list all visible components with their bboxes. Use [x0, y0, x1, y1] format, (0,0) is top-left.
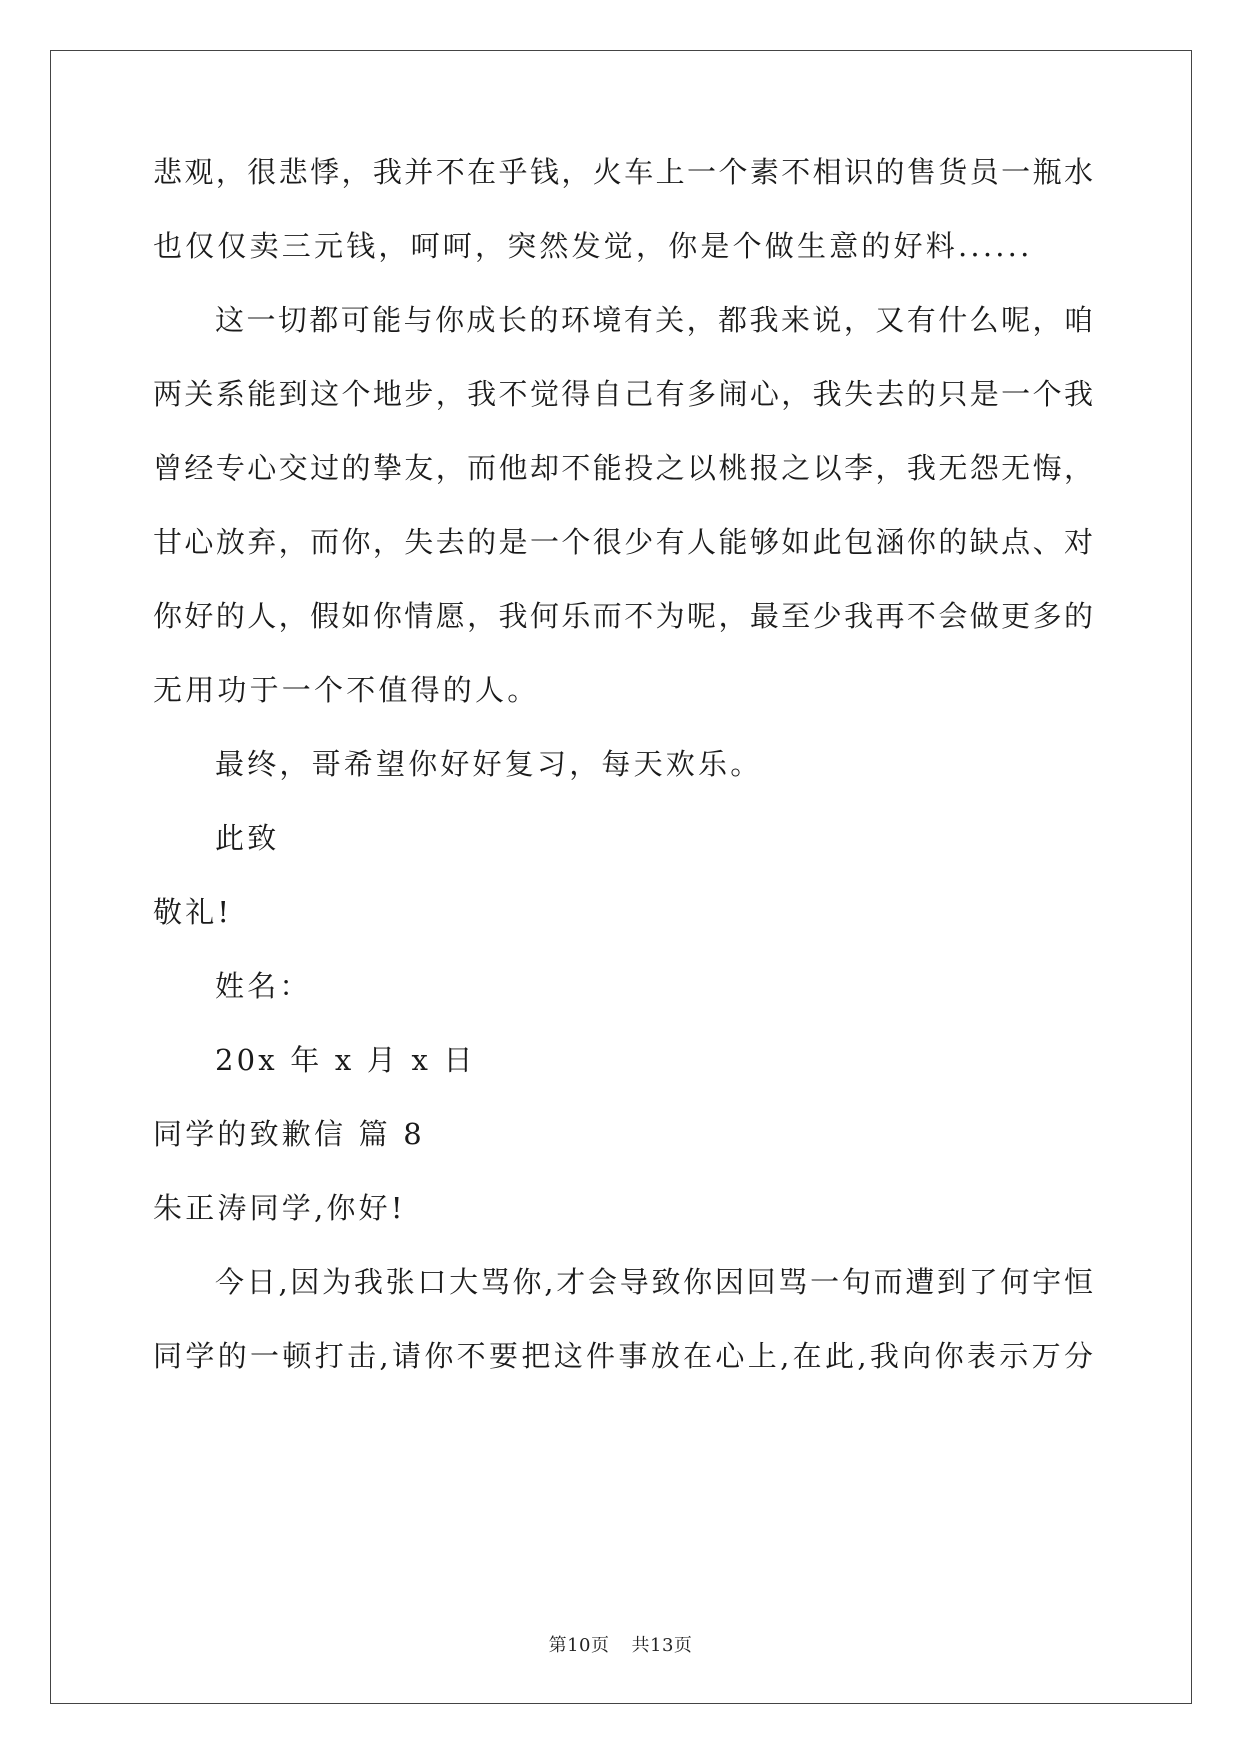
- paragraph-line: 两关系能到这个地步，我不觉得自己有多闹心，我失去的只是一个我: [153, 377, 1093, 411]
- paragraph-line: 曾经专心交过的挚友，而他却不能投之以桃报之以李，我无怨无悔，: [153, 451, 1093, 485]
- page-border: [50, 50, 1192, 1704]
- signature-name: 姓名：: [215, 969, 312, 1003]
- paragraph-line: 你好的人，假如你情愿，我何乐而不为呢，最至少我再不会做更多的: [153, 599, 1093, 633]
- salutation-jingli: 敬礼!: [153, 895, 233, 929]
- page-number-current: 第10页: [548, 1635, 610, 1656]
- paragraph-line: 这一切都可能与你成长的环境有关，都我来说，又有什么呢，咱: [215, 303, 1093, 337]
- section-heading: 同学的致歉信 篇 8: [153, 1117, 425, 1151]
- paragraph-line: 甘心放弃，而你，失去的是一个很少有人能够如此包涵你的缺点、对: [153, 525, 1093, 559]
- page-footer: [0, 1634, 1241, 1658]
- paragraph-line: 同学的一顿打击,请你不要把这件事放在心上,在此,我向你表示万分: [153, 1339, 1093, 1373]
- paragraph-line: 今日,因为我张口大骂你,才会导致你因回骂一句而遭到了何宇恒: [215, 1265, 1093, 1299]
- paragraph-line: 无用功于一个不值得的人。: [153, 673, 540, 707]
- page-number-total: 共13页: [631, 1635, 693, 1656]
- paragraph-line: 悲观，很悲悸，我并不在乎钱，火车上一个素不相识的售货员一瓶水: [153, 155, 1093, 189]
- salutation-cizhi: 此致: [215, 821, 280, 855]
- letter-greeting: 朱正涛同学,你好!: [153, 1191, 406, 1225]
- paragraph-line: 也仅仅卖三元钱，呵呵，突然发觉，你是个做生意的好料......: [153, 229, 1033, 263]
- closing-wish: 最终，哥希望你好好复习，每天欢乐。: [215, 747, 763, 781]
- signature-date: 20x 年 x 月 x 日: [215, 1043, 476, 1077]
